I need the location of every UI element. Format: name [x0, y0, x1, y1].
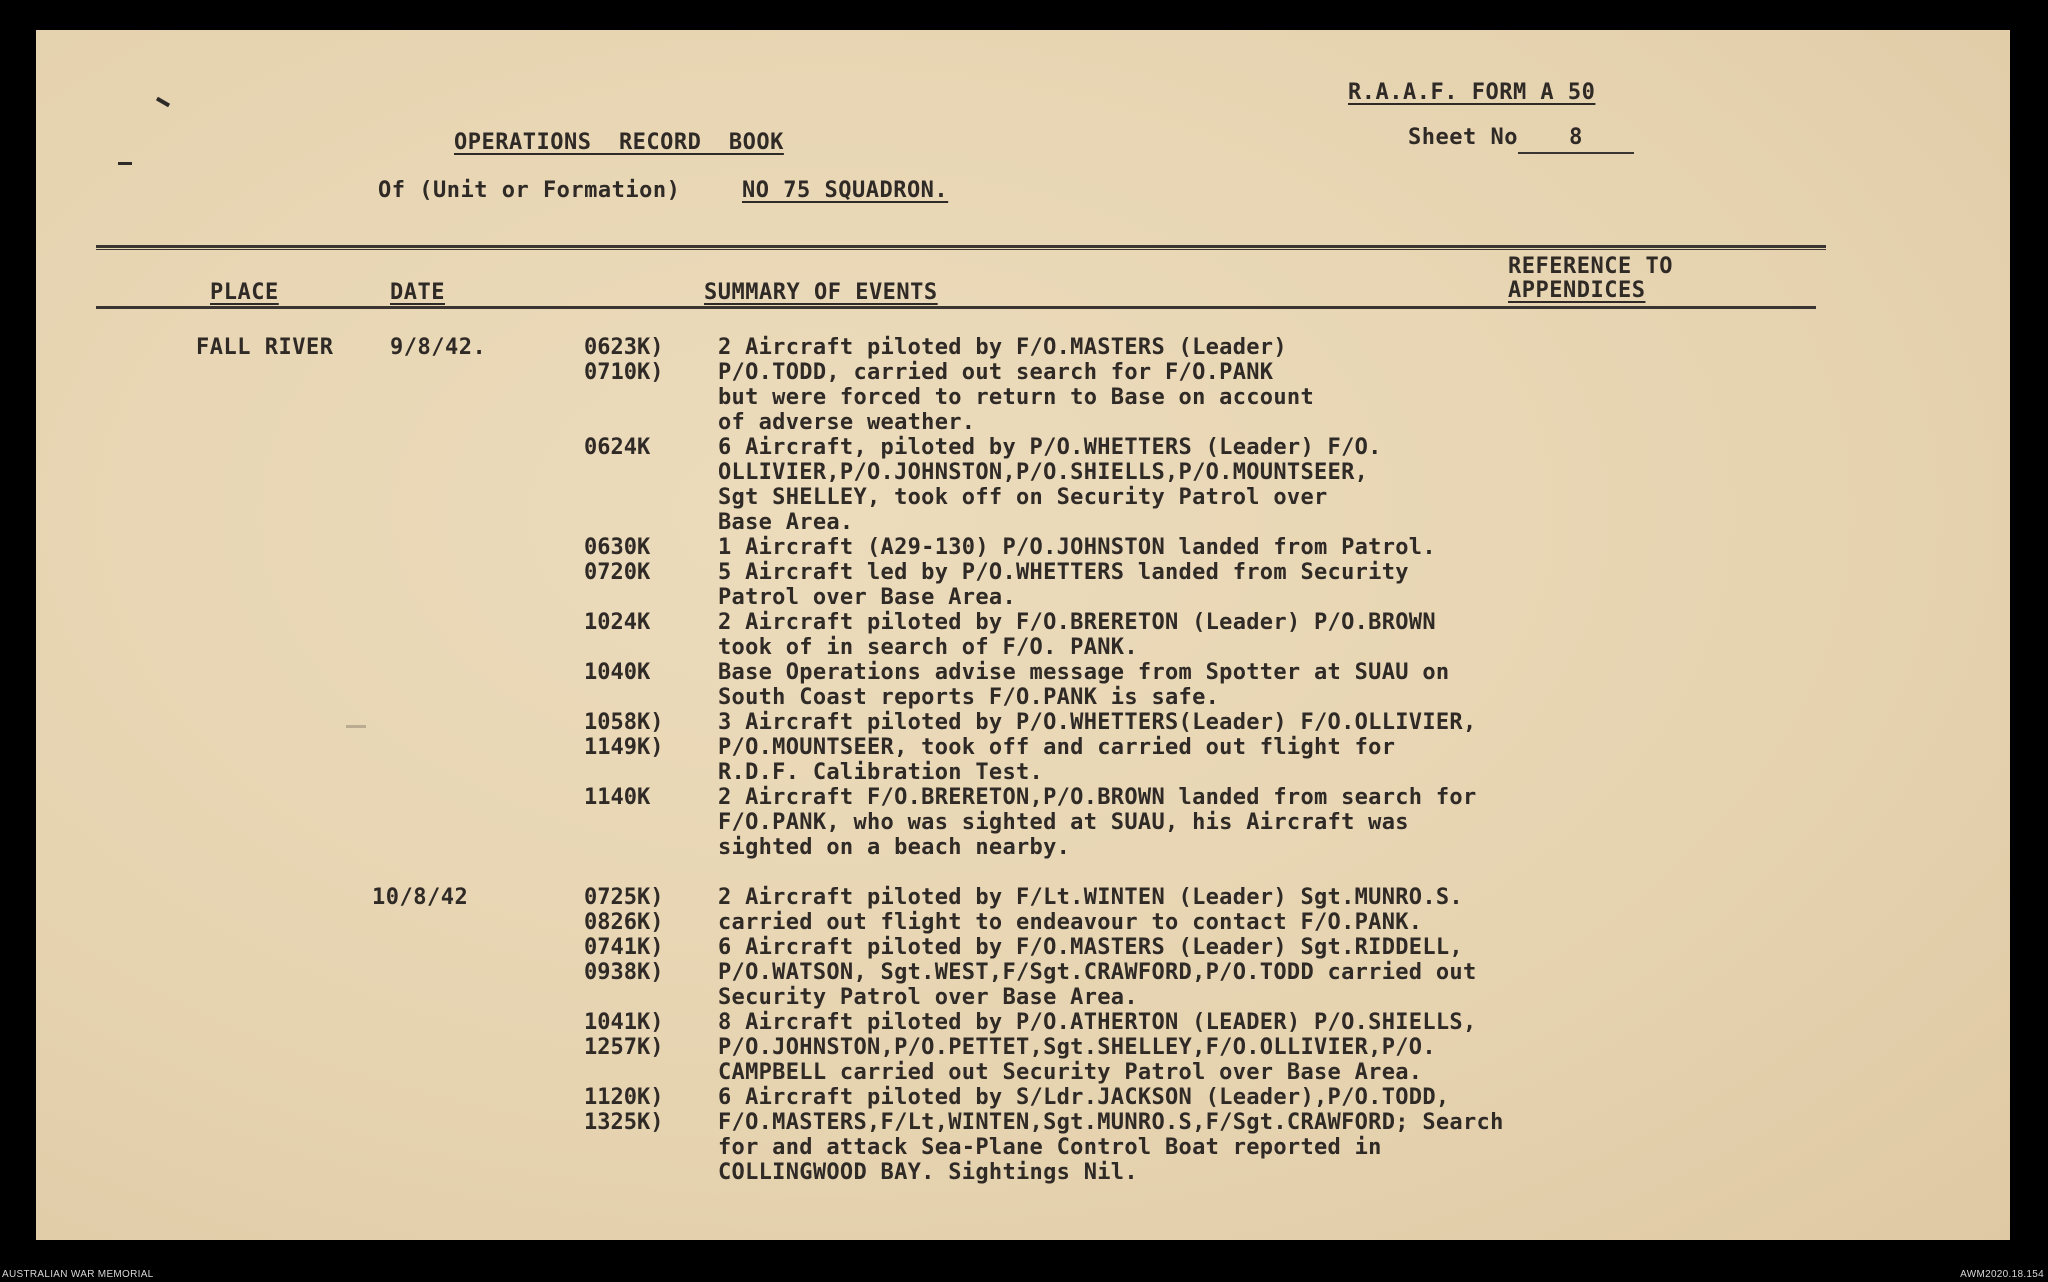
entry-time: 1040K — [584, 660, 651, 685]
entry-text: 5 Aircraft led by P/O.WHETTERS landed from Security Patrol over Base Area. — [718, 560, 1409, 610]
header-top-rule — [96, 245, 1826, 248]
footer-left: AUSTRALIAN WAR MEMORIAL — [2, 1269, 154, 1280]
entry-text: 6 Aircraft piloted by S/Ldr.JACKSON (Leader),P/O.TODD, F/O.MASTERS,F/Lt,WINTEN,Sgt.MUNRO.S,F/Sgt.CRAWFORD; Search for and attack Sea-Plane Control Boat reported in COLLINGWOOD BAY. Sightings Nil. — [718, 1085, 1504, 1185]
entry-time: 0720K — [584, 560, 651, 585]
entry-text: 2 Aircraft piloted by F/O.MASTERS (Leader) P/O.TODD, carried out search for F/O.PANK but were forced to return to Base on account of adverse weather. — [718, 335, 1314, 435]
entry-text: 8 Aircraft piloted by P/O.ATHERTON (LEADER) P/O.SHIELLS, P/O.JOHNSTON,P/O.PETTET,Sgt.SHELLEY,F/O.OLLIVIER,P/O. CAMPBELL carried out Security Patrol over Base Area. — [718, 1010, 1477, 1085]
column-summary: SUMMARY OF EVENTS — [704, 280, 938, 305]
sheet-number: 8 — [1518, 125, 1634, 154]
paper-mark — [346, 725, 366, 728]
column-date: DATE — [390, 280, 445, 305]
entry-time: 1140K — [584, 785, 651, 810]
column-reference-line1: REFERENCE TO — [1508, 254, 1673, 279]
header-top-rule-2 — [96, 249, 1826, 250]
entry-time: 0624K — [584, 435, 651, 460]
entry-time: 0623K) 0710K) — [584, 335, 664, 385]
document-sheet — [36, 30, 2010, 1240]
entry-text: 2 Aircraft piloted by F/Lt.WINTEN (Leader) Sgt.MUNRO.S. carried out flight to endeavour to contact F/O.PANK. — [718, 885, 1463, 935]
entry-text: 1 Aircraft (A29-130) P/O.JOHNSTON landed from Patrol. — [718, 535, 1436, 560]
paper-mark — [118, 162, 132, 165]
column-reference-line2: APPENDICES — [1508, 278, 1646, 303]
form-label: R.A.A.F. FORM A 50 — [1348, 80, 1596, 105]
header-bottom-rule — [96, 306, 1816, 309]
paper-mark — [156, 97, 170, 107]
entry-text: 6 Aircraft, piloted by P/O.WHETTERS (Leader) F/O. OLLIVIER,P/O.JOHNSTON,P/O.SHIELLS,P/O.MOUNTSEER, Sgt SHELLEY, took off on Security Patrol over Base Area. — [718, 435, 1382, 535]
date-1: 9/8/42. — [390, 335, 487, 360]
entry-text: 6 Aircraft piloted by F/O.MASTERS (Leader) Sgt.RIDDELL, P/O.WATSON, Sgt.WEST,F/Sgt.CRAWFORD,P/O.TODD carried out Security Patrol over Base Area. — [718, 935, 1477, 1010]
entry-time: 1024K — [584, 610, 651, 635]
entry-time: 0741K) 0938K) — [584, 935, 664, 985]
unit-label: Of (Unit or Formation) — [378, 178, 681, 203]
entry-time: 1041K) 1257K) — [584, 1010, 664, 1060]
unit-value: NO 75 SQUADRON. — [742, 178, 949, 203]
column-place: PLACE — [210, 280, 279, 305]
entry-time: 1058K) 1149K) — [584, 710, 664, 760]
entry-time: 0630K — [584, 535, 651, 560]
entry-text: 3 Aircraft piloted by P/O.WHETTERS(Leader) F/O.OLLIVIER, P/O.MOUNTSEER, took off and carried out flight for R.D.F. Calibration Test. — [718, 710, 1477, 785]
footer-right: AWM2020.18.154 — [1960, 1269, 2044, 1280]
entry-text: 2 Aircraft piloted by F/O.BRERETON (Leader) P/O.BROWN took of in search of F/O. PANK. — [718, 610, 1436, 660]
entry-time: 1120K) 1325K) — [584, 1085, 664, 1135]
entry-time: 0725K) 0826K) — [584, 885, 664, 935]
date-2: 10/8/42 — [372, 885, 469, 910]
place-value: FALL RIVER — [196, 335, 334, 360]
page-title: OPERATIONS RECORD BOOK — [454, 130, 784, 155]
sheet-label: Sheet No — [1408, 125, 1518, 150]
entry-text: Base Operations advise message from Spotter at SUAU on South Coast reports F/O.PANK is safe. — [718, 660, 1450, 710]
entry-text: 2 Aircraft F/O.BRERETON,P/O.BROWN landed from search for F/O.PANK, who was sighted at SUAU, his Aircraft was sighted on a beach nearby. — [718, 785, 1477, 860]
